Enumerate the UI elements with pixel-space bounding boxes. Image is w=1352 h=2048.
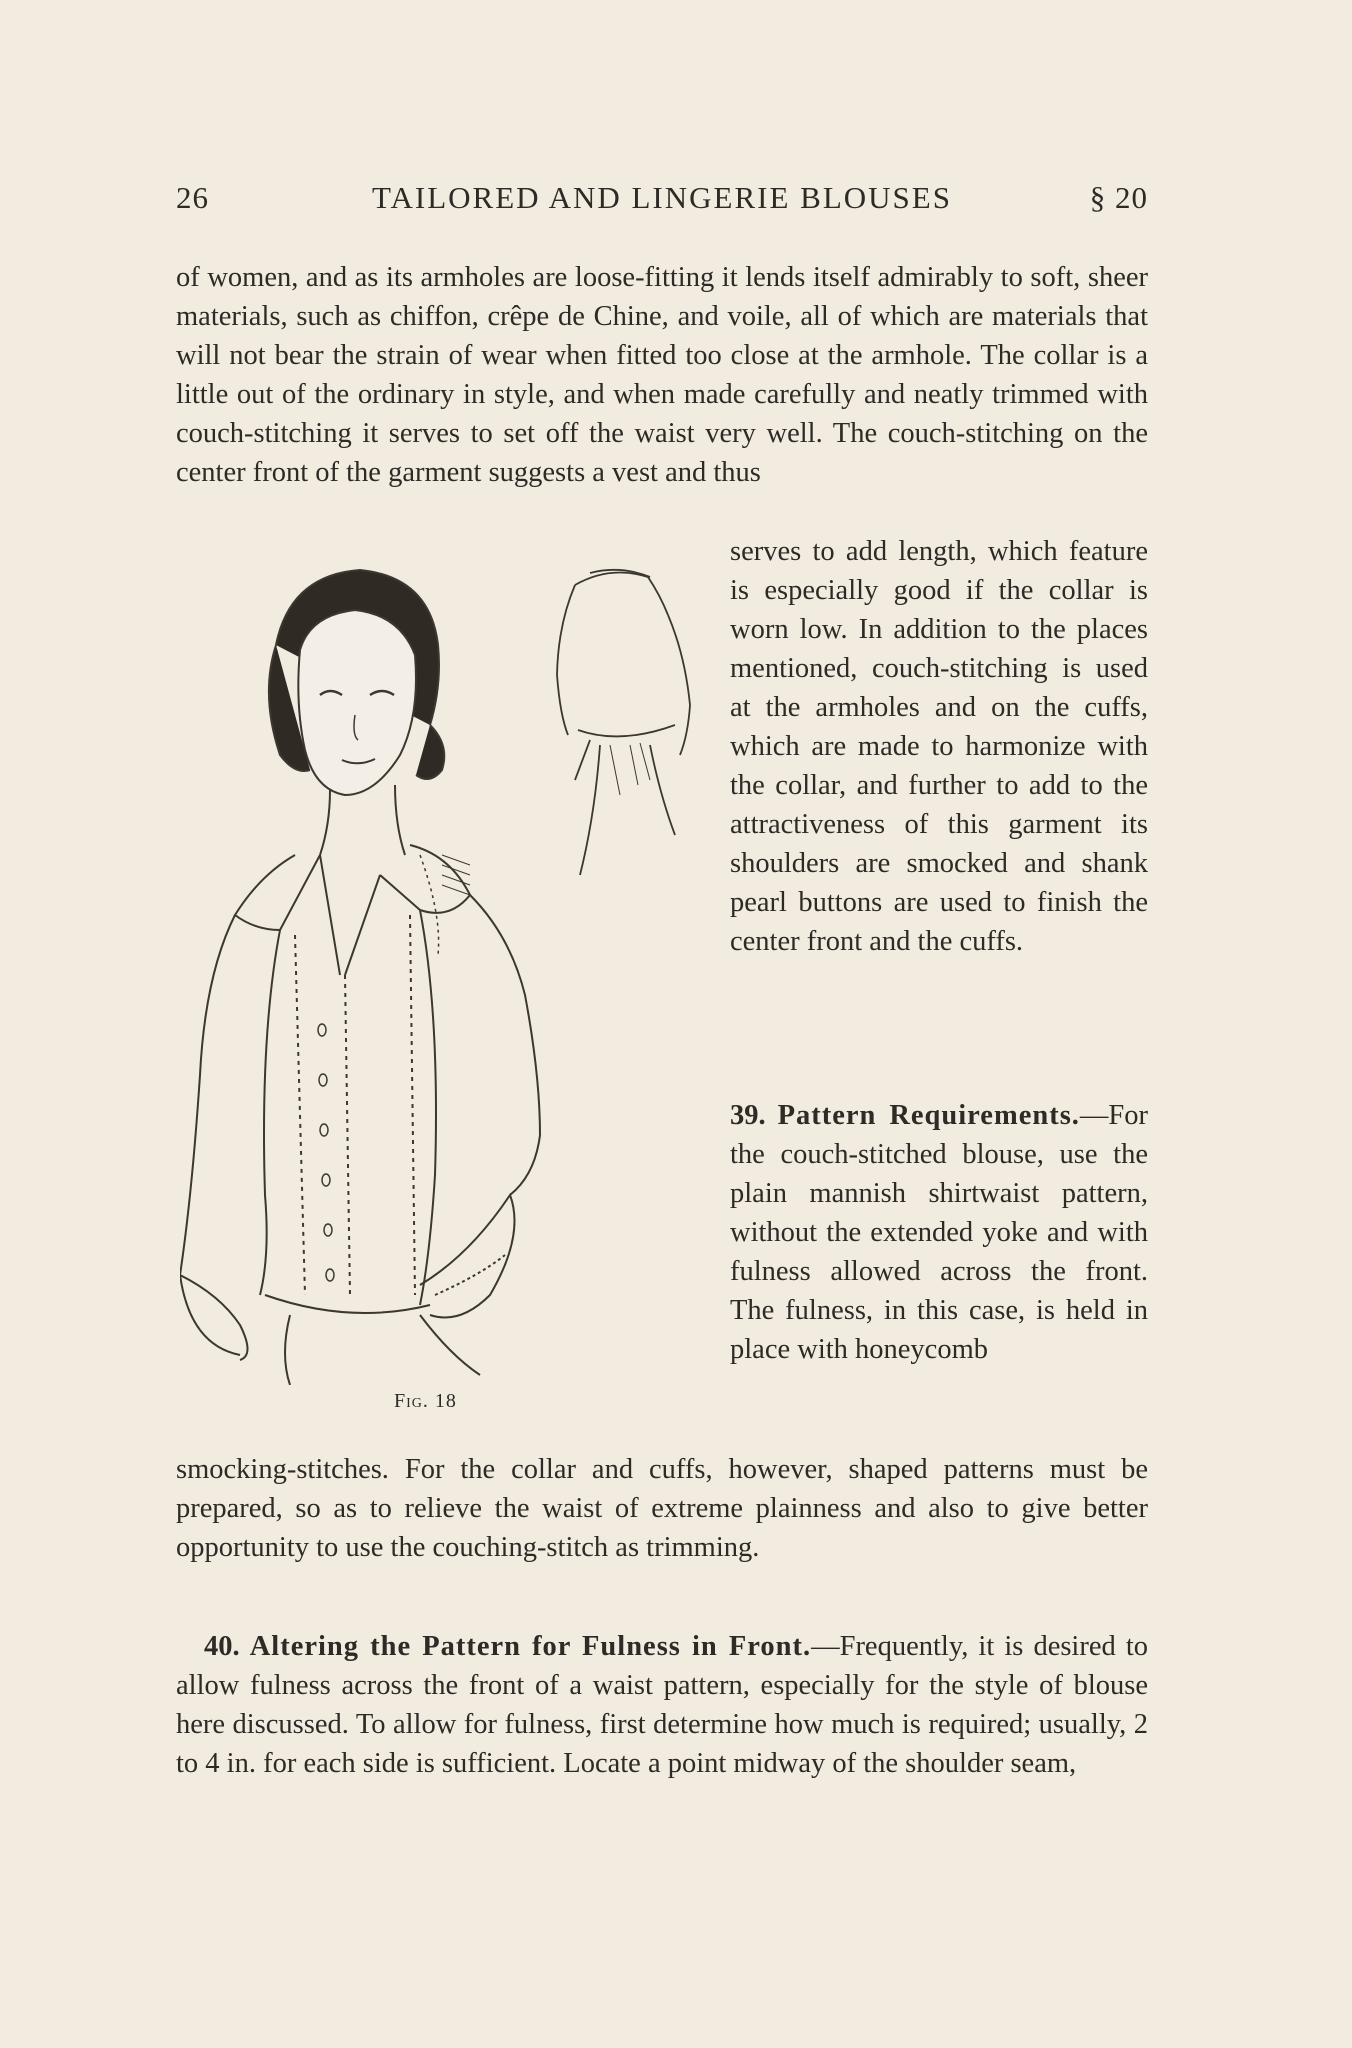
section-39-heading: Pattern Requirements. [777, 1100, 1080, 1131]
running-header [176, 180, 1148, 222]
figure-caption: Fig. 18 [394, 1390, 457, 1412]
intro-paragraph: of women, and as its armholes are loose-fitting it lends itself admirably to soft, sheer materials, such as chiffon, crêpe de Chine, and voile, all of which are materials that will not bear the strain of wear when fitted too close at the armhole. The collar is a little out of the ordinary in style, and when made carefully and neatly trimmed with couch-stitching it serves to set off the waist very well. The couch-stitching on the center front of the garment suggests a vest and thus [176, 262, 1148, 488]
arms-and-cuffs [180, 1195, 515, 1385]
section-39-paragraph [730, 1096, 1148, 1369]
blouse-illustration [180, 555, 720, 1385]
intro-paragraph-continued: serves to add length, which feature is especially good if the collar is worn low. In addition to the places mentioned, couch-stitching is used at the armholes and on the cuffs, which are made to harmonize with the collar, and further to add to the attractiveness of this garment its shoulders are smocked and shank pearl buttons are used to finish the center front and the cuffs. [730, 536, 1148, 957]
woman-head [269, 570, 444, 795]
section-39-text: —For the couch-stitched blouse, use the plain mannish shirtwaist pattern, without the extended yoke and with fulness allowed across the front. The fulness, in this case, is held in place with honeycomb [730, 1100, 1148, 1365]
section-40-heading: Altering the Pattern for Fulness in Front. [249, 1631, 812, 1662]
blouse-collar [235, 845, 470, 930]
page-number: 26 [176, 180, 209, 215]
pearl-buttons [318, 1024, 334, 1281]
section-40-paragraph [176, 1627, 1148, 1783]
blouse-body [180, 855, 540, 1355]
section-40-text: —Frequently, it is desired to allow fulness across the front of a waist pattern, especially for the style of blouse here discussed. To allow for fulness, first determine how much is required; usually, 2 to 4 in. for each side is sufficient. Locate a point midway of the shoulder seam, [176, 1631, 1148, 1779]
section-marker: § 20 [1089, 180, 1148, 215]
section-39-number: 39. [730, 1100, 766, 1131]
section-40-number: 40. [204, 1631, 240, 1662]
back-view-sketch [557, 570, 690, 875]
running-title: TAILORED AND LINGERIE BLOUSES [372, 180, 952, 215]
section-39-paragraph-continued: smocking-stitches. For the collar and cuffs, however, shaped patterns must be prepared, so as to relieve the waist of extreme plainness and also to give better opportunity to use the couching-stitch as trimming. [176, 1454, 1148, 1563]
